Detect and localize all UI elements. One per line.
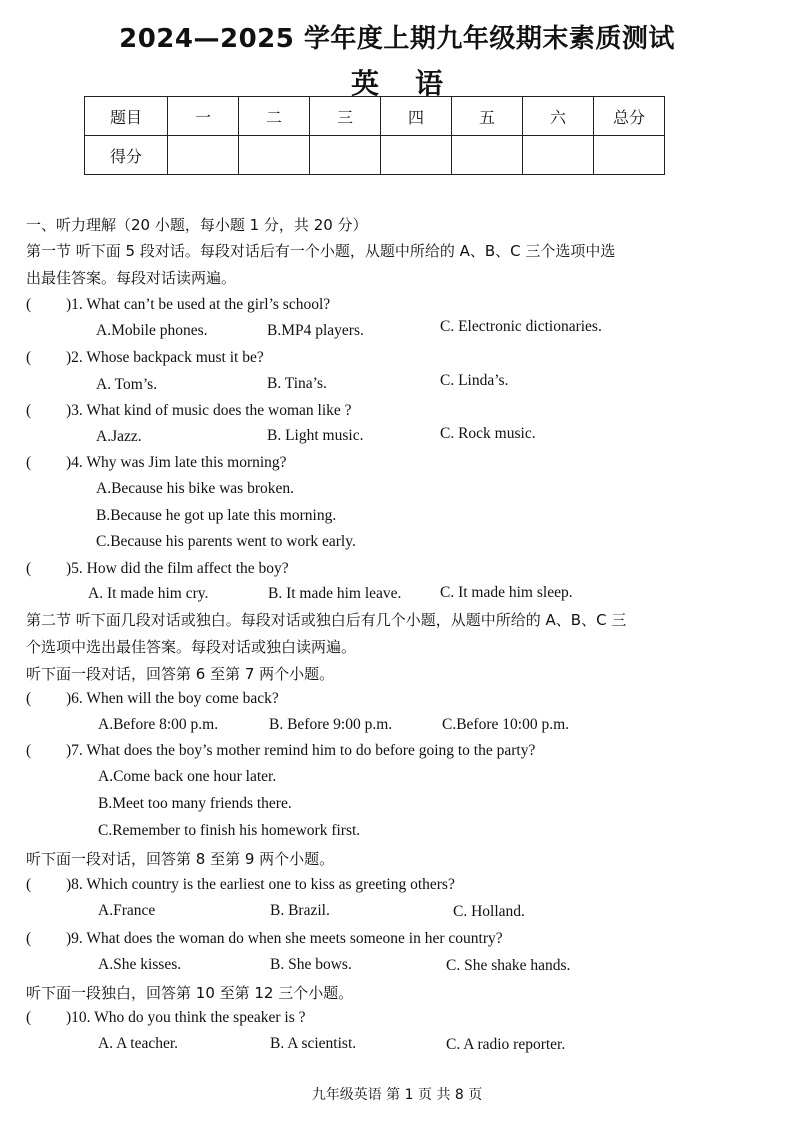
question-6: ( )6. When will the boy come back?	[26, 690, 279, 707]
section-heading: 一、听力理解（20 小题，每小题 1 分，共 20 分）	[26, 216, 368, 234]
score-table	[84, 96, 665, 175]
q2-option-a: A. Tom’s.	[96, 376, 158, 393]
q7-option-c: C.Remember to finish his homework first.	[98, 822, 361, 839]
score-cell-5: 五	[452, 97, 523, 136]
question-9: ( )9. What does the woman do when she meets someone in her country?	[26, 930, 503, 947]
part1-instruction-line2: 出最佳答案。每段对话读两遍。	[26, 269, 237, 287]
part2-instruction-line2: 个选项中选出最佳答案。每段对话或独白读两遍。	[26, 638, 357, 656]
q4-option-b: B.Because he got up late this morning.	[96, 507, 337, 524]
score-cell-3: 三	[310, 97, 381, 136]
q6-option-c: C.Before 10:00 p.m.	[442, 716, 569, 733]
score-cell-1: 一	[168, 97, 239, 136]
q10-option-a: A. A teacher.	[98, 1035, 179, 1052]
score-input-2	[239, 136, 310, 175]
score-input-1	[168, 136, 239, 175]
q8-option-c: C. Holland.	[453, 903, 525, 920]
score-input-3	[310, 136, 381, 175]
subject-title: 英语	[350, 67, 479, 100]
exam-title: 2024—2025 学年度上期九年级期末素质测试	[119, 24, 675, 54]
intro-q6-q7: 听下面一段对话，回答第 6 至第 7 两个小题。	[26, 665, 335, 683]
q1-option-a: A.Mobile phones.	[96, 322, 208, 339]
question-3: ( )3. What kind of music does the woman like ?	[26, 402, 352, 419]
question-10: ( )10. Who do you think the speaker is ?	[26, 1009, 306, 1026]
question-1: ( )1. What can’t be used at the girl’s school?	[26, 296, 331, 313]
intro-q8-q9: 听下面一段对话，回答第 8 至第 9 两个小题。	[26, 850, 335, 868]
q5-option-c: C. It made him sleep.	[440, 584, 573, 601]
question-7: ( )7. What does the boy’s mother remind him to do before going to the party?	[26, 742, 536, 759]
q6-option-a: A.Before 8:00 p.m.	[98, 716, 219, 733]
q2-option-c: C. Linda’s.	[440, 372, 509, 389]
page-footer: 九年级英语 第 1 页 共 8 页	[311, 1087, 483, 1103]
score-cell-total: 总分	[594, 97, 665, 136]
question-4: ( )4. Why was Jim late this morning?	[26, 454, 287, 471]
q5-option-a: A. It made him cry.	[88, 585, 209, 602]
question-2: ( )2. Whose backpack must it be?	[26, 349, 264, 366]
part1-instruction-line1: 第一节 听下面 5 段对话。每段对话后有一个小题，从题中所给的 A、B、C 三个选项中选	[26, 242, 616, 260]
q4-option-a: A.Because his bike was broken.	[96, 480, 295, 497]
score-table-score-row	[85, 136, 665, 175]
score-row-label: 得分	[85, 136, 168, 175]
question-8: ( )8. Which country is the earliest one to kiss as greeting others?	[26, 876, 455, 893]
score-input-4	[381, 136, 452, 175]
q10-option-c: C. A radio reporter.	[446, 1036, 566, 1053]
score-cell-label: 题目	[85, 97, 168, 136]
score-table-header-row	[85, 97, 665, 136]
score-input-6	[523, 136, 594, 175]
q2-option-b: B. Tina’s.	[267, 375, 327, 392]
q1-option-b: B.MP4 players.	[267, 322, 364, 339]
q8-option-a: A.France	[98, 902, 156, 919]
q3-option-c: C. Rock music.	[440, 425, 536, 442]
q4-option-c: C.Because his parents went to work early.	[96, 533, 356, 550]
score-cell-2: 二	[239, 97, 310, 136]
q5-option-b: B. It made him leave.	[268, 585, 402, 602]
q9-option-b: B. She bows.	[270, 956, 352, 973]
intro-q10-q12: 听下面一段独白，回答第 10 至第 12 三个小题。	[26, 984, 354, 1002]
q3-option-b: B. Light music.	[267, 427, 364, 444]
q7-option-a: A.Come back one hour later.	[98, 768, 277, 785]
q6-option-b: B. Before 9:00 p.m.	[269, 716, 393, 733]
question-5: ( )5. How did the film affect the boy?	[26, 560, 289, 577]
q9-option-a: A.She kisses.	[98, 956, 182, 973]
q10-option-b: B. A scientist.	[270, 1035, 357, 1052]
q7-option-b: B.Meet too many friends there.	[98, 795, 292, 812]
q1-option-c: C. Electronic dictionaries.	[440, 318, 602, 335]
q9-option-c: C. She shake hands.	[446, 957, 571, 974]
q3-option-a: A.Jazz.	[96, 428, 142, 445]
score-input-total	[594, 136, 665, 175]
q8-option-b: B. Brazil.	[270, 902, 330, 919]
score-cell-6: 六	[523, 97, 594, 136]
score-input-5	[452, 136, 523, 175]
score-cell-4: 四	[381, 97, 452, 136]
part2-instruction-line1: 第二节 听下面几段对话或独白。每段对话或独白后有几个小题，从题中所给的 A、B、C 三	[26, 611, 627, 629]
